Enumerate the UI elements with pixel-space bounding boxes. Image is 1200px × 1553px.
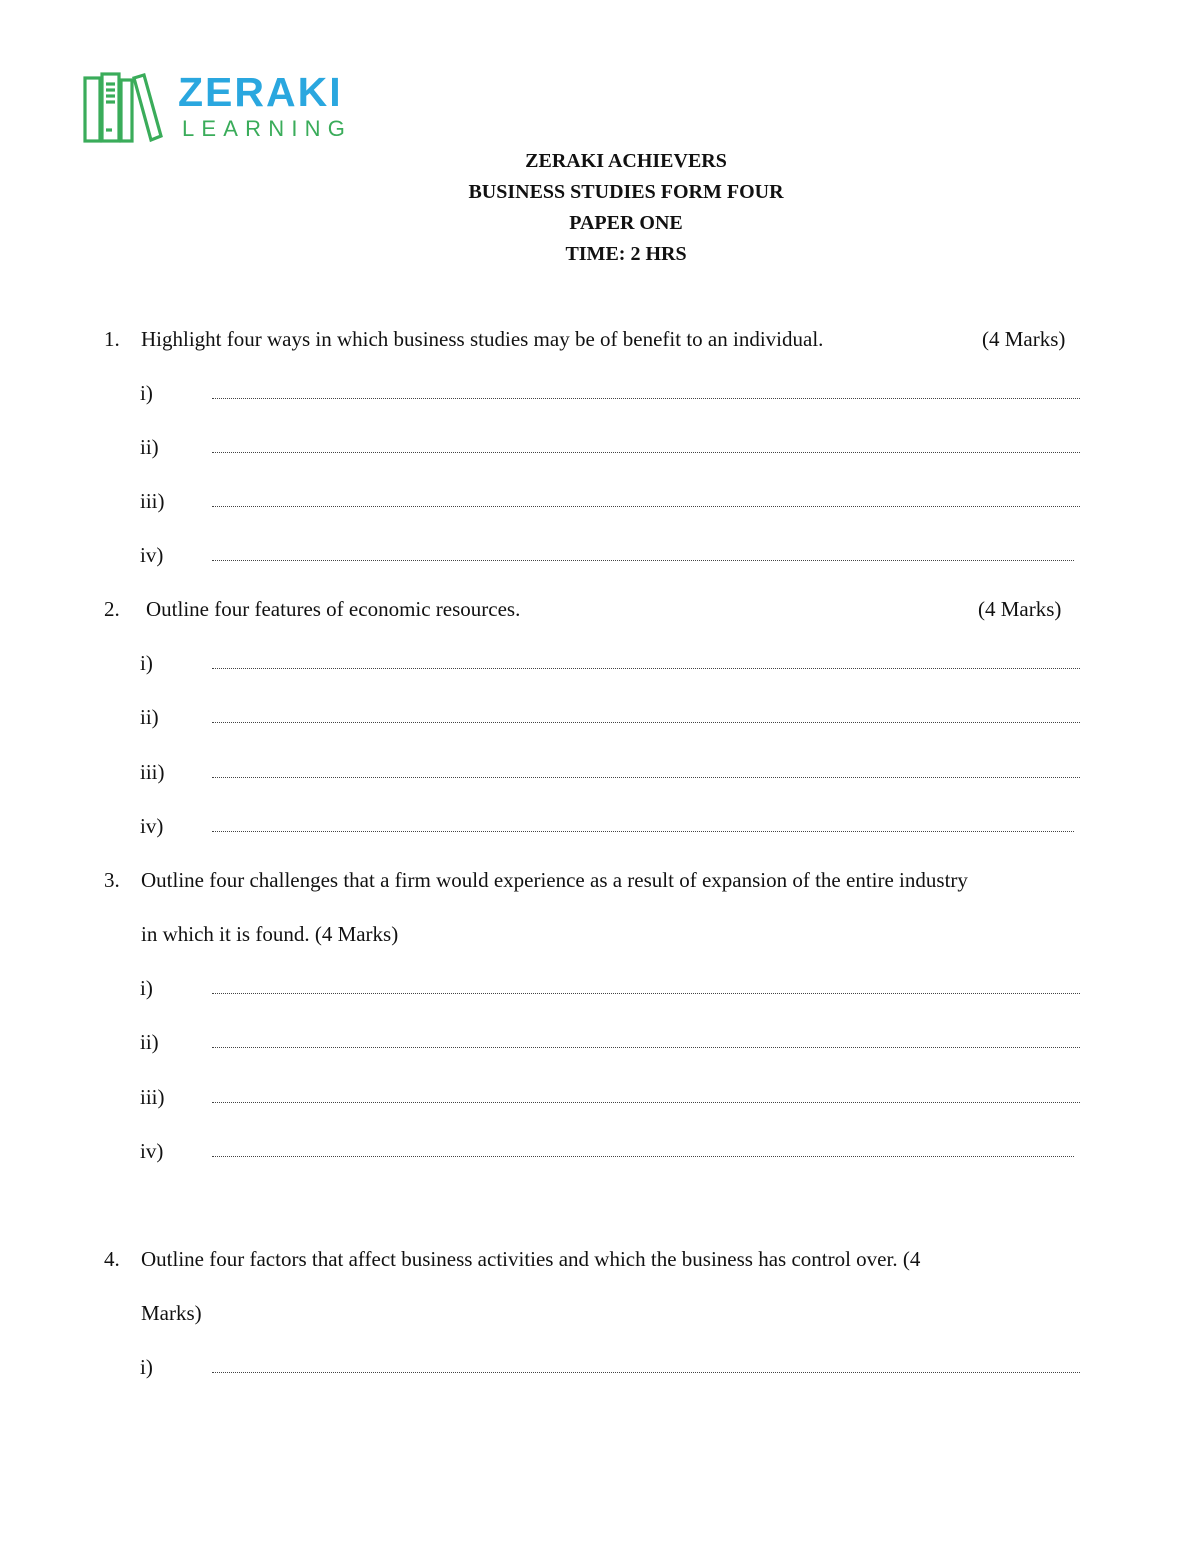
answer-label: iv) (140, 543, 164, 567)
answer-label: i) (140, 976, 153, 1000)
question-text-line-1: Outline four factors that affect business activities and which the business has control over. (4 (141, 1247, 921, 1271)
answer-label: iv) (140, 1139, 164, 1163)
answer-row[interactable] (140, 381, 1085, 405)
answer-line[interactable] (212, 398, 1080, 399)
answer-line[interactable] (212, 1156, 1074, 1157)
question-text-line-1: Outline four challenges that a firm would experience as a result of expansion of the entire industry (141, 868, 968, 892)
header-title: ZERAKI ACHIEVERS (525, 150, 727, 172)
header-time: TIME: 2 HRS (565, 243, 687, 265)
answer-row[interactable] (140, 1139, 1085, 1163)
books-logo-icon (82, 70, 168, 146)
question-number: 2. (104, 597, 120, 621)
answer-line[interactable] (212, 668, 1080, 669)
question-marks: (4 Marks) (978, 597, 1062, 621)
answer-label: i) (140, 1355, 153, 1379)
header-paper: PAPER ONE (569, 212, 683, 234)
answer-label: iii) (140, 1085, 165, 1109)
question-marks: (4 Marks) (982, 327, 1066, 351)
answer-line[interactable] (212, 1047, 1080, 1048)
answer-line[interactable] (212, 452, 1080, 453)
answer-row[interactable] (140, 1355, 1085, 1379)
answer-line[interactable] (212, 1372, 1080, 1373)
answer-line[interactable] (212, 831, 1074, 832)
logo-brand-text: ZERAKI (178, 69, 343, 115)
answer-row[interactable] (140, 489, 1085, 513)
question-text-line-2: Marks) (141, 1301, 202, 1325)
question-text: Outline four features of economic resources. (146, 597, 521, 621)
answer-row[interactable] (140, 1030, 1085, 1054)
answer-label: ii) (140, 435, 159, 459)
answer-line[interactable] (212, 722, 1080, 723)
answer-line[interactable] (212, 506, 1080, 507)
answer-row[interactable] (140, 651, 1085, 675)
answer-label: ii) (140, 705, 159, 729)
answer-row[interactable] (140, 435, 1085, 459)
question-number: 3. (104, 868, 120, 892)
answer-row[interactable] (140, 1085, 1085, 1109)
answer-label: ii) (140, 1030, 159, 1054)
question-text-line-2: in which it is found. (4 Marks) (141, 922, 399, 946)
answer-label: iv) (140, 814, 164, 838)
question-text: Highlight four ways in which business studies may be of benefit to an individual. (141, 327, 824, 351)
answer-label: i) (140, 651, 153, 675)
answer-line[interactable] (212, 560, 1074, 561)
answer-row[interactable] (140, 543, 1085, 567)
answer-line[interactable] (212, 993, 1080, 994)
zeraki-logo (82, 70, 382, 146)
question-number: 1. (104, 327, 120, 351)
answer-line[interactable] (212, 777, 1080, 778)
question-number: 4. (104, 1247, 120, 1271)
header-subject: BUSINESS STUDIES FORM FOUR (468, 181, 784, 203)
answer-label: iii) (140, 760, 165, 784)
answer-label: i) (140, 381, 153, 405)
answer-row[interactable] (140, 705, 1085, 729)
answer-row[interactable] (140, 814, 1085, 838)
answer-row[interactable] (140, 760, 1085, 784)
logo-sub-text: LEARNING (182, 116, 353, 141)
answer-label: iii) (140, 489, 165, 513)
answer-line[interactable] (212, 1102, 1080, 1103)
paper-header (0, 146, 1200, 270)
answer-row[interactable] (140, 976, 1085, 1000)
